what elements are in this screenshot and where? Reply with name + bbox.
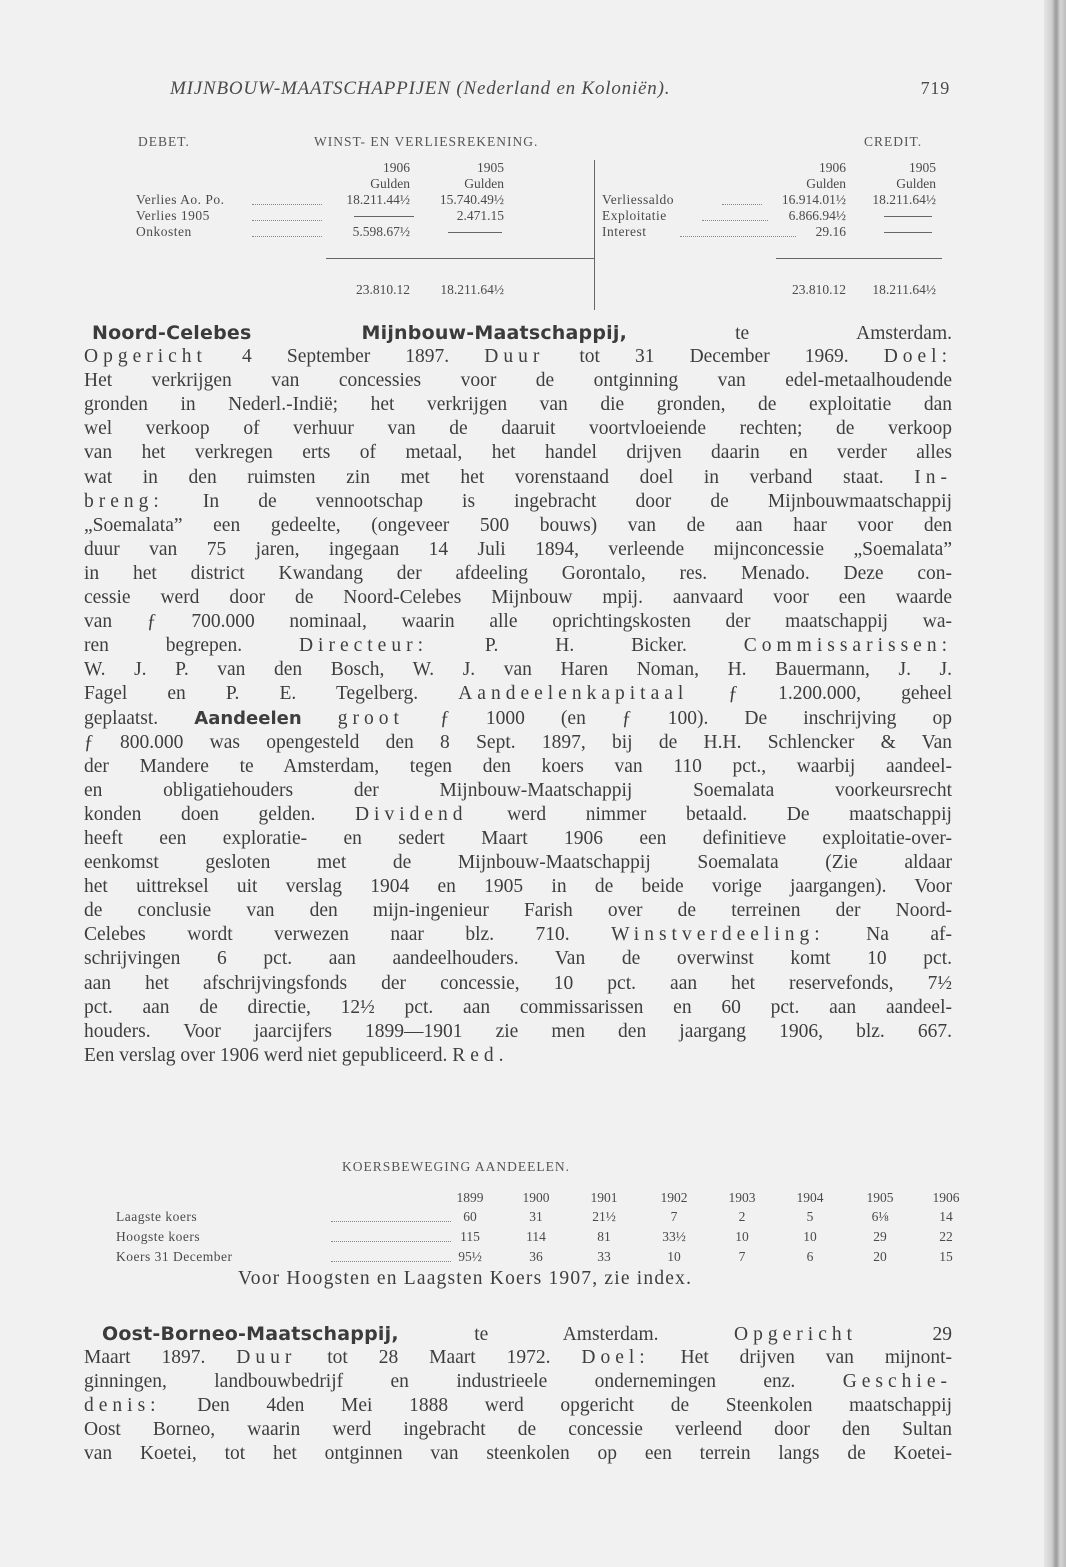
text-run: Na af- xyxy=(824,924,953,946)
entry-first-line xyxy=(84,321,952,345)
text-run: tot 31 December 1969. xyxy=(544,346,884,368)
text-line xyxy=(84,923,952,947)
price-cell: 115 xyxy=(460,1229,480,1244)
debet-row-label: Verlies 1905 xyxy=(136,208,210,223)
debet-year-1906: 1906 xyxy=(383,160,410,175)
emphasized-term: groot xyxy=(337,707,404,729)
text-run: Een verslag over 1906 werd niet gepubliceerd. xyxy=(84,1044,453,1066)
empty-value-dash xyxy=(448,232,502,233)
text-line xyxy=(84,803,952,827)
price-cell: 7 xyxy=(738,1249,746,1264)
year-header: 1903 xyxy=(728,1190,756,1205)
koersbeweging-note: Voor Hoogsten en Laagsten Koers 1907, zie index. xyxy=(238,1268,693,1289)
price-cell: 22 xyxy=(939,1229,953,1244)
text-line xyxy=(84,779,952,803)
debet-total-1905: 18.211.64½ xyxy=(440,282,504,297)
text-line xyxy=(84,514,952,538)
credit-year-1905: 1905 xyxy=(909,160,936,175)
text-line xyxy=(84,1442,952,1466)
text-line xyxy=(84,658,952,682)
emphasized-term: Doel: xyxy=(581,1347,650,1369)
text-line xyxy=(84,947,952,971)
credit-unit-1905: Gulden xyxy=(896,176,936,191)
entry-first-line xyxy=(84,1322,952,1346)
leader-dots xyxy=(331,1211,451,1222)
price-cell: 36 xyxy=(529,1249,543,1264)
text-line xyxy=(84,369,952,393)
text-line xyxy=(84,634,952,658)
emphasized-term: Geschie- xyxy=(842,1371,952,1393)
price-cell: 5 xyxy=(806,1209,814,1224)
text-run: konden doen gelden. xyxy=(84,803,355,825)
price-cell: 10 xyxy=(667,1249,681,1264)
year-header: 1904 xyxy=(796,1190,824,1205)
text-line xyxy=(84,466,952,490)
entry-location: te Amsterdam. xyxy=(735,323,952,344)
text-run: van het verkregen erts of metaal, het handel drijven daarin en verder alles xyxy=(84,442,952,464)
debet-year-1905: 1905 xyxy=(477,160,504,175)
debet-unit-1905: Gulden xyxy=(464,176,504,191)
text-run: der Mandere te Amsterdam, tegen den koers van 110 pct., waarbij aandeel- xyxy=(84,755,952,777)
debet-label: DEBET. xyxy=(138,134,190,149)
koersbeweging-title: KOERSBEWEGING AANDEELEN. xyxy=(342,1159,570,1174)
debet-row-label: Onkosten xyxy=(136,224,192,239)
price-cell: 15 xyxy=(939,1249,953,1264)
emphasized-term: Dividend xyxy=(354,803,468,825)
emphasized-term: denis: xyxy=(84,1395,161,1417)
credit-unit-1906: Gulden xyxy=(806,176,846,191)
text-line xyxy=(84,1370,952,1394)
company-name: Oost-Borneo-Maatschappij, xyxy=(102,1323,399,1345)
text-line xyxy=(84,345,952,369)
text-line xyxy=(84,441,952,465)
text-run: geplaatst. xyxy=(84,707,195,729)
emphasized-term: Opgericht xyxy=(734,1324,858,1345)
emphasized-term: Aandeelenkapitaal xyxy=(458,683,689,705)
text-run: te Amsterdam. xyxy=(474,1324,735,1345)
text-run: cessie werd door de Noord-Celebes Mijnbouw mpij. aanvaard voor een waarde xyxy=(84,587,952,609)
text-line xyxy=(84,610,952,634)
text-line xyxy=(84,851,952,875)
empty-value-dash xyxy=(884,232,932,233)
price-cell: 60 xyxy=(463,1209,477,1224)
emphasized-term: Doel: xyxy=(883,346,953,368)
empty-value-dash xyxy=(884,216,932,217)
text-line xyxy=(84,1044,952,1068)
text-run: schrijvingen 6 pct. aan aandeelhouders. Van de overwinst komt 10 pct. xyxy=(84,948,952,970)
entry-first-line-text xyxy=(474,1324,952,1345)
year-header: 1900 xyxy=(522,1190,550,1205)
text-run: W. J. P. van den Bosch, W. J. van Haren Noman, H. Bauermann, J. J. xyxy=(84,659,952,681)
text-run: gronden in Nederl.-Indië; het verkrijgen van die gronden, de exploitatie dan xyxy=(84,394,952,416)
text-line xyxy=(84,1346,952,1370)
text-run: wat in den ruimsten zin met het vorenstaand doel in verband staat. xyxy=(84,466,915,488)
price-cell: 6⅛ xyxy=(871,1209,889,1224)
oost-borneo-entry xyxy=(84,1322,952,1467)
text-line xyxy=(84,707,952,731)
winst-verlies-title: WINST- EN VERLIESREKENING. xyxy=(314,134,539,149)
text-run: Het drijven van mijnont- xyxy=(649,1347,952,1369)
text-run: werd nimmer betaald. De maatschappij xyxy=(467,803,952,825)
emphasized-term: Aandeelen xyxy=(194,707,302,729)
text-run: In de vennootschap is ingebracht door de Mijnbouwmaatschappij xyxy=(163,490,952,512)
text-line xyxy=(84,875,952,899)
emphasized-term: breng: xyxy=(84,490,164,512)
leader-dots xyxy=(331,1231,451,1242)
text-line xyxy=(84,755,952,779)
running-head-title: MIJNBOUW-MAATSCHAPPIJEN (Nederland en Koloniën). xyxy=(170,78,671,99)
text-run: Het verkrijgen van concessies voor de ontginning van edel-metaalhoudende xyxy=(84,370,952,392)
text-run: houders. Voor jaarcijfers 1899—1901 zie men den jaargang 1906, blz. 667. xyxy=(84,1020,952,1042)
leader-dots xyxy=(331,1251,451,1262)
text-run: de conclusie van den mijn-ingenieur Farish over de terreinen der Noord- xyxy=(84,900,952,922)
text-run: heeft een exploratie- en sedert Maart 1906 een definitieve exploitatie-over- xyxy=(84,827,952,849)
text-run: in het district Kwandang der afdeeling Gorontalo, res. Menado. Deze con- xyxy=(84,562,952,584)
debet-row-value: 15.740.49½ xyxy=(439,192,504,207)
text-run: ƒ 1.200.000, geheel xyxy=(688,683,952,705)
emphasized-term: Winstverdeeling: xyxy=(611,924,825,946)
debet-row-value: 5.598.67½ xyxy=(352,224,410,239)
credit-row-label: Exploitatie xyxy=(602,208,667,223)
emphasized-term: Commissarissen: xyxy=(743,635,952,657)
debet-unit-1906: Gulden xyxy=(370,176,410,191)
text-line xyxy=(84,827,952,851)
price-cell: 81 xyxy=(597,1229,611,1244)
row-label: Hoogste koers xyxy=(116,1229,201,1244)
price-cell: 31 xyxy=(529,1209,543,1224)
table-divider xyxy=(594,160,595,310)
year-header: 1899 xyxy=(456,1190,484,1205)
text-line xyxy=(84,538,952,562)
row-label: Laagste koers xyxy=(116,1209,198,1224)
price-cell: 95½ xyxy=(458,1249,482,1264)
text-line xyxy=(84,562,952,586)
text-run: P. H. Bicker. xyxy=(428,635,744,657)
leader-dots xyxy=(252,210,322,221)
text-run: aan het afschrijvingsfonds der concessie, 10 pct. aan het reservefonds, 7½ xyxy=(84,972,952,994)
text-run: van ƒ 700.000 nominaal, waarin alle oprichtingskosten der maatschappij wa- xyxy=(84,611,952,633)
emphasized-term: Directeur: xyxy=(298,635,428,657)
price-cell: 7 xyxy=(670,1209,678,1224)
debet-row-value: 2.471.15 xyxy=(456,208,504,223)
price-cell: 14 xyxy=(939,1209,953,1224)
emphasized-term: Duur xyxy=(484,346,545,368)
text-line xyxy=(84,490,952,514)
text-run: duur van 75 jaren, ingegaan 14 Juli 1894, verleende mijnconcessie „Soemalata” xyxy=(84,538,952,560)
debet-total-1906: 23.810.12 xyxy=(356,282,410,297)
price-cell: 10 xyxy=(803,1229,817,1244)
text-run: 4 September 1897. xyxy=(206,346,485,368)
credit-total-1905: 18.211.64½ xyxy=(872,282,936,297)
text-run: „Soemalata” een gedeelte, (ongeveer 500 bouws) van de aan haar voor den xyxy=(84,514,952,536)
credit-year-1906: 1906 xyxy=(819,160,846,175)
credit-total-1906: 23.810.12 xyxy=(792,282,846,297)
text-run: ginningen, landbouwbedrijf en industrieele ondernemingen enz. xyxy=(84,1371,843,1393)
credit-label: CREDIT. xyxy=(864,134,923,149)
debet-row-value: 18.211.44½ xyxy=(346,192,410,207)
credit-row-value: 29.16 xyxy=(815,224,846,239)
text-run: Celebes wordt verwezen naar blz. 710. xyxy=(84,924,612,946)
company-name: Noord-Celebes Mijnbouw-Maatschappij, xyxy=(92,322,627,344)
price-cell: 114 xyxy=(526,1229,546,1244)
text-line xyxy=(84,1020,952,1044)
row-label: Koers 31 December xyxy=(116,1249,233,1264)
year-header: 1902 xyxy=(660,1190,688,1205)
text-line xyxy=(84,393,952,417)
text-run: het uittreksel uit verslag 1904 en 1905 in de beide vorige jaargangen). Voor xyxy=(84,876,952,898)
emphasized-term: Red. xyxy=(452,1044,509,1066)
price-cell: 33 xyxy=(597,1249,611,1264)
empty-value-dash xyxy=(354,216,414,217)
text-line xyxy=(84,972,952,996)
text-line xyxy=(84,1418,952,1442)
noord-celebes-entry xyxy=(84,321,952,1068)
text-line xyxy=(84,417,952,441)
emphasized-term: In- xyxy=(914,466,952,488)
leader-dots xyxy=(252,226,322,237)
year-header: 1901 xyxy=(590,1190,618,1205)
price-cell: 29 xyxy=(873,1229,887,1244)
year-header: 1906 xyxy=(932,1190,960,1205)
text-run: Fagel en P. E. Tegelberg. xyxy=(84,683,459,705)
credit-row-label: Verliessaldo xyxy=(602,192,674,207)
text-line xyxy=(84,899,952,923)
text-line xyxy=(84,586,952,610)
text-run: eenkomst gesloten met de Mijnbouw-Maatschappij Soemalata (Zie aldaar xyxy=(84,852,952,874)
text-run: ƒ 800.000 was opengesteld den 8 Sept. 1897, bij de H.H. Schlencker & Van xyxy=(84,731,952,753)
text-run: Den 4den Mei 1888 werd opgericht de Steenkolen maatschappij xyxy=(160,1395,952,1417)
price-cell: 20 xyxy=(873,1249,887,1264)
leader-dots xyxy=(252,194,322,205)
text-run: wel verkoop of verhuur van de daaruit voortvloeiende rechten; de verkoop xyxy=(84,418,952,440)
emphasized-term: Opgericht xyxy=(84,346,207,368)
credit-row-value: 18.211.64½ xyxy=(872,192,936,207)
text-run: ƒ 1000 (en ƒ 100). De inschrijving op xyxy=(403,707,952,729)
text-run: en obligatiehouders der Mijnbouw-Maatschappij Soemalata voorkeursrecht xyxy=(84,779,952,801)
credit-row-label: Interest xyxy=(602,224,647,239)
credit-row-value: 16.914.01½ xyxy=(781,192,846,207)
total-rule xyxy=(776,258,942,259)
price-cell: 33½ xyxy=(662,1229,686,1244)
text-line xyxy=(84,1394,952,1418)
price-cell: 2 xyxy=(738,1209,746,1224)
text-run: ren begrepen. xyxy=(84,635,299,657)
price-cell: 10 xyxy=(735,1229,749,1244)
page-binding-edge xyxy=(1044,0,1066,1567)
debet-row-label: Verlies Ao. Po. xyxy=(136,192,225,207)
price-cell: 21½ xyxy=(592,1209,616,1224)
text-line xyxy=(84,682,952,706)
credit-row-value: 6.866.94½ xyxy=(788,208,846,223)
text-run xyxy=(302,708,338,729)
text-run: pct. aan de directie, 12½ pct. aan commissarissen en 60 pct. aan aandeel- xyxy=(84,996,952,1018)
text-run: tot 28 Maart 1972. xyxy=(296,1347,582,1369)
text-run: Maart 1897. xyxy=(84,1347,237,1369)
text-run: 29 xyxy=(857,1324,953,1345)
text-line xyxy=(84,996,952,1020)
page-number: 719 xyxy=(920,78,950,98)
text-line xyxy=(84,731,952,755)
text-run: van Koetei, tot het ontginnen van steenkolen op een terrein langs de Koetei- xyxy=(84,1443,952,1465)
running-head xyxy=(170,78,950,100)
total-rule xyxy=(326,258,594,259)
year-header: 1905 xyxy=(866,1190,894,1205)
emphasized-term: Duur xyxy=(236,1347,297,1369)
price-cell: 6 xyxy=(806,1249,814,1264)
text-run: Oost Borneo, waarin werd ingebracht de concessie verleend door den Sultan xyxy=(84,1419,952,1441)
